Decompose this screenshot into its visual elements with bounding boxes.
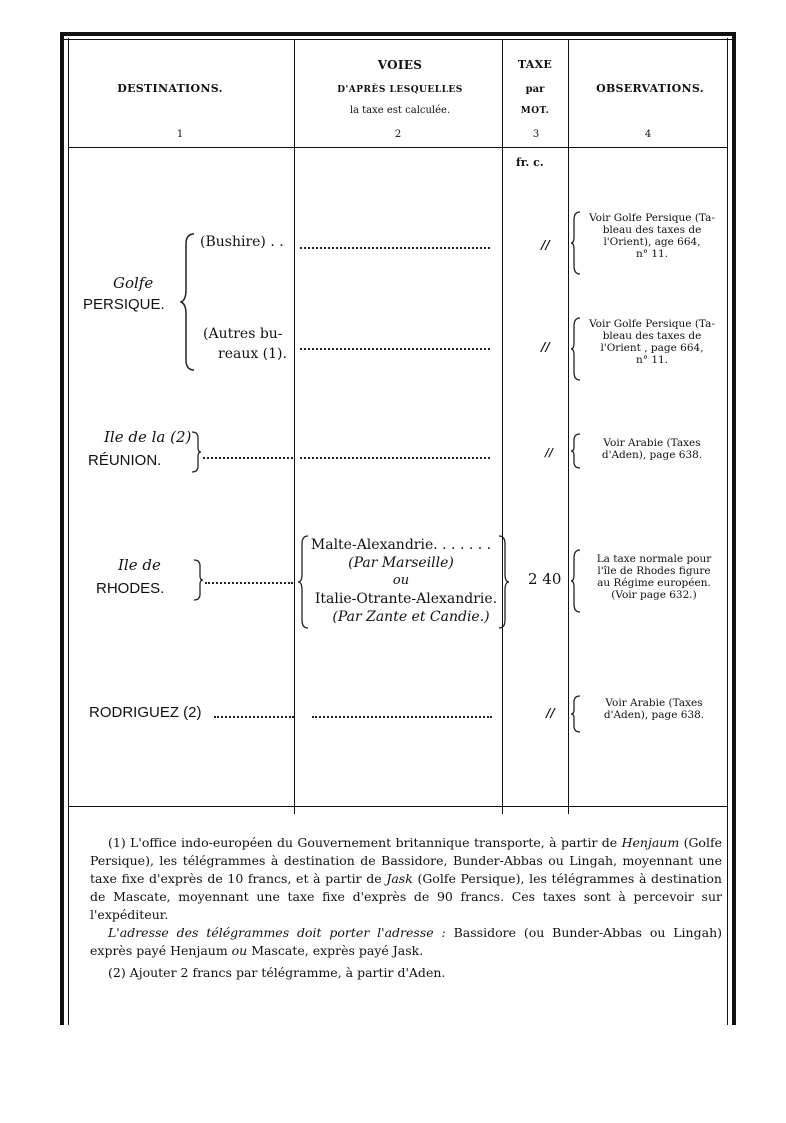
golfe-bushire: (Bushire) . . [200, 234, 284, 250]
brace-obs-rhodes [570, 548, 582, 614]
voie-italie: Italie-Otrante-Alexandrie. [314, 591, 498, 607]
dots-reunion-1 [203, 457, 293, 459]
dots-reunion-2 [300, 457, 490, 459]
footnote-1-text: (Golfe Persique), les télégrammes à destination de Bassidore, Bunder-Abbas ou Lingah, moyennant une taxe fixe d'exprès de 10 francs, et à partir de [90, 835, 722, 886]
brace-reunion [190, 430, 202, 474]
col-separator-2 [502, 40, 503, 814]
voie-marseille: (Par Marseille) [348, 555, 454, 571]
col-number-4: 4 [644, 129, 652, 140]
dots-rhodes [205, 582, 293, 584]
footnote-1 [90, 834, 722, 924]
dest-reunion: RÉUNION. [88, 452, 162, 469]
brace-obs-autres [570, 316, 582, 382]
dots-rodriguez-1 [214, 716, 294, 718]
taxe-reunion: // [545, 446, 554, 459]
brace-golfe [180, 232, 198, 372]
frame-left-inner-border [68, 38, 69, 1025]
table-bottom-rule [68, 806, 728, 807]
col-number-3: 3 [532, 129, 540, 140]
footnote-address-label: L'adresse des télégrammes doit porter l'adresse : [108, 925, 446, 940]
obs-reunion-line: Voir Arabie (Taxes [603, 437, 701, 449]
dest-ile-de: Ile de [118, 556, 161, 574]
taxe-rhodes: 2 40 [528, 570, 562, 588]
currency-label: fr. c. [516, 156, 544, 169]
brace-obs-rodriguez [570, 694, 582, 734]
footnote-1-text: (1) L'office indo-européen du Gouvernement britannique transporte, à partir de [108, 835, 622, 850]
footnote-address-ou: ou [231, 943, 248, 958]
header-voies-sub2: la taxe est calculée. [349, 105, 451, 116]
dots-autres [300, 348, 490, 350]
header-mot: MOT. [520, 106, 550, 116]
col-separator-1 [294, 40, 295, 814]
golfe-autres-2: reaux (1). [218, 346, 287, 362]
taxe-bushire: // [541, 238, 550, 252]
dots-rodriguez-2 [312, 716, 492, 718]
dots-bushire [300, 247, 490, 249]
obs-rhodes [582, 553, 726, 601]
header-par: par [525, 84, 545, 95]
frame-top-border [60, 32, 736, 36]
dest-rodriguez: RODRIGUEZ (2) [89, 704, 202, 721]
obs-bushire-line: Voir Golfe Persique (Ta- [589, 212, 715, 224]
obs-rodriguez-line: d'Aden), page 638. [603, 709, 705, 721]
obs-rhodes-line: (Voir page 632.) [611, 589, 697, 601]
dest-golfe: Golfe [113, 274, 154, 292]
obs-rhodes-line: au Régime européen. [597, 577, 711, 589]
col-separator-3 [568, 40, 569, 814]
voie-malte: Malte-Alexandrie. . . . . . . [310, 537, 492, 553]
obs-autres-line: bleau des taxes de [602, 330, 702, 342]
golfe-autres-1: (Autres bu- [203, 326, 283, 342]
col-number-2: 2 [394, 129, 402, 140]
dest-rhodes: RHODES. [96, 580, 165, 597]
obs-autres-line: Voir Golfe Persique (Ta- [589, 318, 715, 330]
obs-rhodes-line: l'île de Rhodes figure [597, 565, 711, 577]
header-observations: OBSERVATIONS. [596, 82, 704, 95]
taxe-rodriguez: // [546, 706, 555, 720]
voie-zante: (Par Zante et Candie.) [332, 609, 490, 625]
brace-obs-bushire [570, 210, 582, 276]
footnote-address-text: Bassidore (ou Bunder-Abbas ou Lingah) exprès payé Henjaum [90, 925, 722, 958]
obs-rodriguez [582, 697, 726, 721]
frame-right-inner-border [727, 38, 728, 1025]
footnote-2: (2) Ajouter 2 francs par télégramme, à partir d'Aden. [108, 965, 446, 980]
dest-persique: PERSIQUE. [83, 296, 165, 313]
footnote-1-address [90, 924, 722, 960]
header-rule [68, 147, 728, 148]
obs-autres [582, 318, 722, 366]
frame-left-border [60, 32, 64, 1025]
col-number-1: 1 [176, 129, 184, 140]
header-voies: VOIES [377, 58, 423, 72]
obs-autres-line: n° 11. [635, 354, 669, 366]
obs-bushire-line: l'Orient), age 664, [603, 236, 701, 248]
obs-bushire-line: n° 11. [635, 248, 669, 260]
header-destinations: DESTINATIONS. [117, 82, 223, 95]
obs-reunion [582, 437, 722, 461]
footnote-1-henjaum: Henjaum [621, 835, 680, 850]
frame-top-inner-border [64, 39, 732, 40]
obs-reunion-line: d'Aden), page 638. [601, 449, 703, 461]
obs-bushire-line: bleau des taxes de [602, 224, 702, 236]
obs-rodriguez-line: Voir Arabie (Taxes [605, 697, 703, 709]
brace-rhodes [192, 558, 204, 602]
footnotes [90, 834, 722, 982]
taxe-autres: // [541, 340, 550, 354]
brace-voies-right [497, 534, 511, 630]
obs-rhodes-line: La taxe normale pour [596, 553, 712, 565]
brace-obs-reunion [570, 432, 582, 470]
dest-ile-de-la: Ile de la (2) [104, 428, 192, 446]
obs-bushire [582, 212, 722, 260]
header-taxe: TAXE [517, 58, 553, 71]
footnote-1-jask: Jask [386, 871, 413, 886]
header-voies-sub: D'APRÈS LESQUELLES [337, 85, 463, 95]
footnote-address-text: Mascate, exprès payé Jask. [247, 943, 424, 958]
obs-autres-line: l'Orient , page 664, [600, 342, 704, 354]
voie-ou: ou [392, 573, 410, 588]
footnote-1-text: (Golfe Persique), les télégrammes à destination de Mascate, moyennant une taxe fixe d'exprès de 90 francs. Ces taxes sont à percevoir sur l'expéditeur. [90, 871, 722, 922]
frame-right-border [732, 32, 736, 1025]
